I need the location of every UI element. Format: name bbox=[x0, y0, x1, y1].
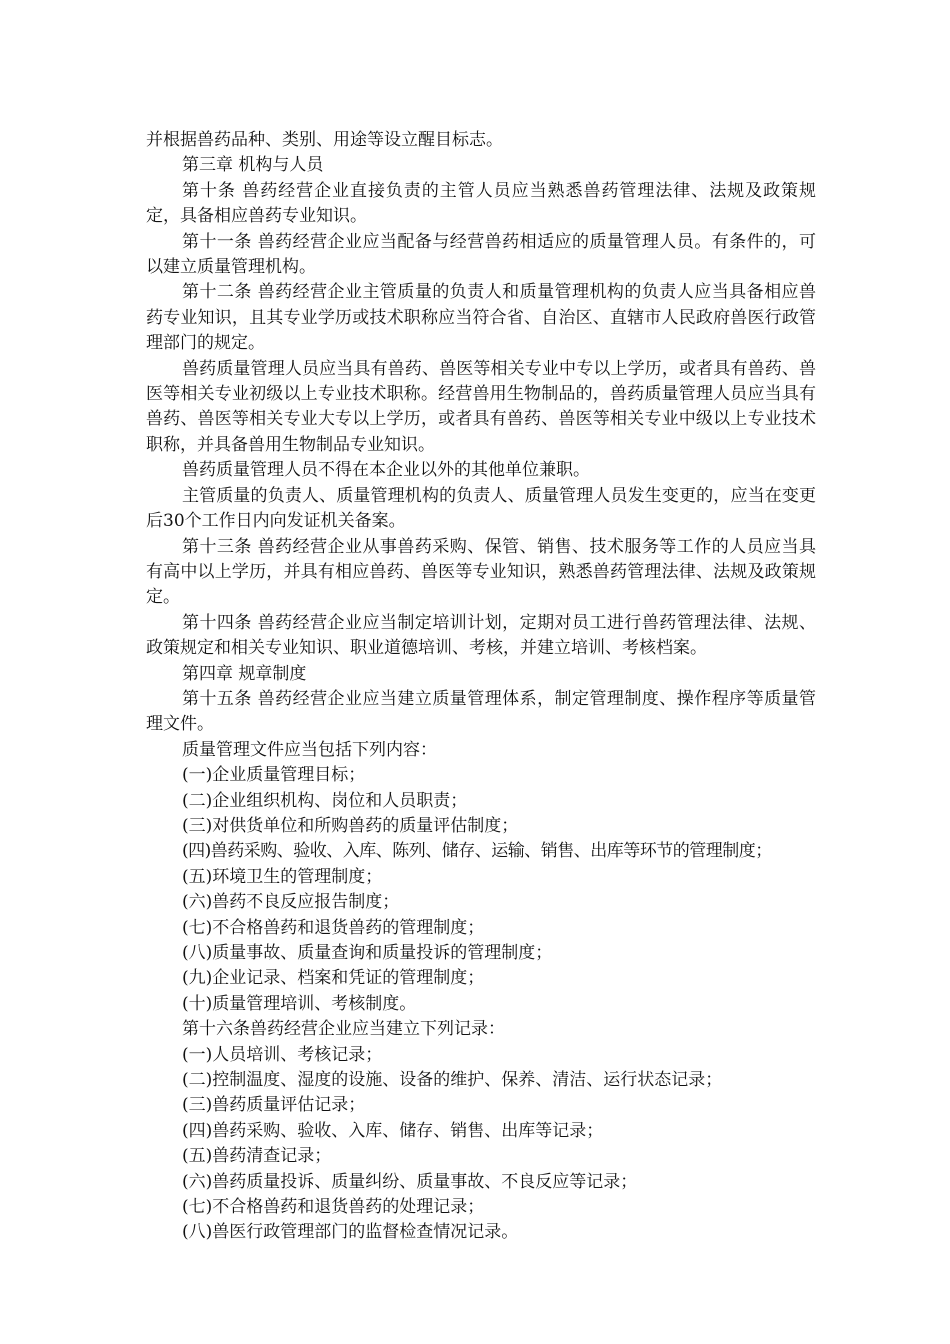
list-item: (九)企业记录、档案和凭证的管理制度； bbox=[182, 968, 485, 989]
list-item: (三)兽药质量评估记录； bbox=[182, 1095, 366, 1116]
article-paragraph: 第十三条 兽药经营企业从事兽药采购、保管、销售、技术服务等工作的人员应当具有高中以上学历，并具有相应兽药、兽医等专业知识，熟悉兽药管理法律、法规及政策规定。 bbox=[146, 536, 816, 608]
list-item: (八)质量事故、质量查询和质量投诉的管理制度； bbox=[182, 943, 553, 963]
article-paragraph: 第十二条 兽药经营企业主管质量的负责人和质量管理机构的负责人应当具备相应兽药专业知识，且其专业学历或技术职称应当符合省、自治区、直辖市人民政府兽医行政管理部门的规定。 bbox=[146, 282, 816, 354]
list-item: (一)人员培训、考核记录； bbox=[182, 1044, 383, 1065]
list-item: (四)兽药采购、验收、入库、储存、销售、出库等记录； bbox=[182, 1120, 604, 1141]
paragraph: 质量管理文件应当包括下列内容： bbox=[182, 739, 437, 760]
chapter-heading: 第四章 规章制度 bbox=[182, 663, 307, 684]
paragraph: 并根据兽药品种、类别、用途等设立醒目标志。 bbox=[146, 130, 503, 150]
paragraph: 主管质量的负责人、质量管理机构的负责人、质量管理人员发生变更的，应当在变更后30个工作日内向发证机关备案。 bbox=[146, 485, 816, 532]
list-item: (七)不合格兽药和退货兽药的管理制度； bbox=[182, 917, 485, 938]
article-paragraph: 第十一条 兽药经营企业应当配备与经营兽药相适应的质量管理人员。有条件的，可以建立质量管理机构。 bbox=[146, 231, 816, 278]
list-item: (六)兽药质量投诉、质量纠纷、质量事故、不良反应等记录； bbox=[182, 1171, 638, 1192]
list-item: (五)环境卫生的管理制度； bbox=[182, 866, 383, 887]
article-paragraph: 第十条 兽药经营企业直接负责的主管人员应当熟悉兽药管理法律、法规及政策规定，具备相应兽药专业知识。 bbox=[146, 180, 816, 227]
list-item: (五)兽药清查记录； bbox=[182, 1146, 332, 1167]
article-paragraph: 第十五条 兽药经营企业应当建立质量管理体系，制定管理制度、操作程序等质量管理文件。 bbox=[146, 688, 816, 735]
list-item: (六)兽药不良反应报告制度； bbox=[182, 892, 400, 913]
list-item: (二)企业组织机构、岗位和人员职责； bbox=[182, 790, 468, 811]
list-item: (三)对供货单位和所购兽药的质量评估制度； bbox=[182, 815, 519, 836]
chapter-heading: 第三章 机构与人员 bbox=[182, 155, 324, 176]
document-body bbox=[146, 128, 816, 1246]
paragraph: 兽药质量管理人员应当具有兽药、兽医等相关专业中专以上学历，或者具有兽药、兽医等相关专业初级以上专业技术职称。经营兽用生物制品的，兽药质量管理人员应当具有兽药、兽医等相关专业大专以上学历，或者具有兽药、兽医等相关专业中级以上专业技术职称，并具备兽用生物制品专业知识。 bbox=[146, 358, 816, 455]
list-item: (一)企业质量管理目标； bbox=[182, 765, 366, 786]
list-item: (二)控制温度、湿度的设施、设备的维护、保养、清洁、运行状态记录； bbox=[182, 1070, 723, 1091]
list-item: (十)质量管理培训、考核制度。 bbox=[182, 993, 417, 1014]
article-paragraph: 第十四条 兽药经营企业应当制定培训计划，定期对员工进行兽药管理法律、法规、政策规定和相关专业知识、职业道德培训、考核，并建立培训、考核档案。 bbox=[146, 612, 816, 659]
list-item: (八)兽医行政管理部门的监督检查情况记录。 bbox=[182, 1222, 519, 1243]
article-paragraph: 第十六条兽药经营企业应当建立下列记录： bbox=[182, 1019, 505, 1040]
list-item: (四)兽药采购、验收、入库、陈列、储存、运输、销售、出库等环节的管理制度； bbox=[182, 841, 772, 862]
list-item: (七)不合格兽药和退货兽药的处理记录； bbox=[182, 1197, 485, 1218]
paragraph: 兽药质量管理人员不得在本企业以外的其他单位兼职。 bbox=[182, 460, 590, 481]
